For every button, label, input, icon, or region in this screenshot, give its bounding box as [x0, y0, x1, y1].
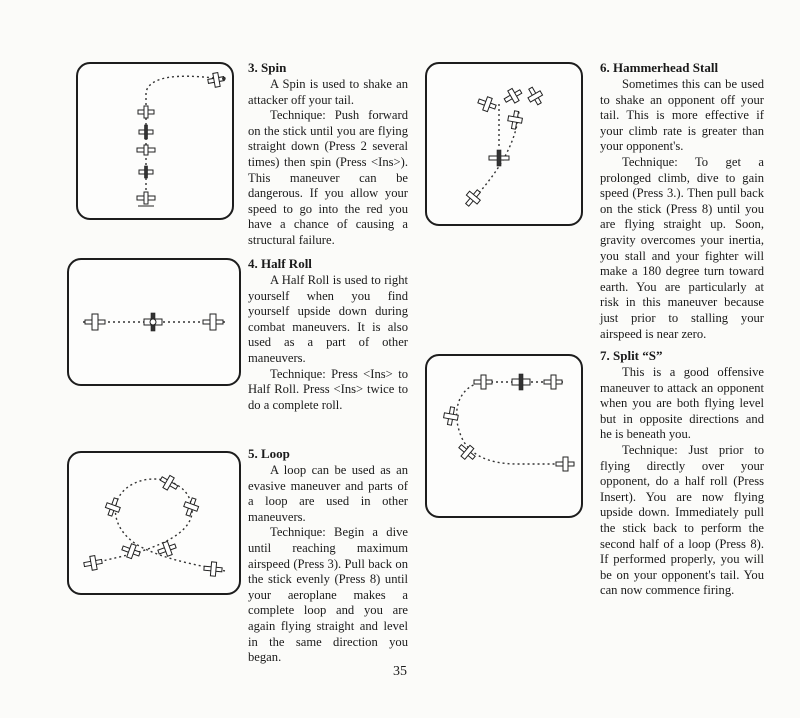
spin-diagram — [76, 62, 234, 220]
loop-section — [248, 446, 408, 666]
spin-paragraph-2: Technique: Push forward on the stick until you are flying straight down (Press 2 several times) then spin (Press <Ins>). This maneuver can be dangerous. If you allow your speed to go into the red you have a chance of causing a structural failure. — [248, 108, 408, 247]
hammerhead-title: 6. Hammerhead Stall — [600, 60, 719, 75]
split-s-diagram — [425, 354, 583, 518]
spin-paragraph-1: A Spin is used to shake an attacker off your tail. — [248, 77, 408, 107]
half-roll-paragraph-2: Technique: Press <Ins> to Half Roll. Press <Ins> twice to do a complete roll. — [248, 366, 408, 412]
hammerhead-section — [600, 60, 764, 342]
split-s-section — [600, 348, 764, 599]
spin-section — [248, 60, 408, 249]
split-s-paragraph-1: This is a good offensive maneuver to attack an opponent when you are both flying level but in opposite directions and he is beneath you. — [600, 365, 764, 442]
page-number: 35 — [393, 664, 407, 679]
split-s-paragraph-2: Technique: Just prior to flying directly over your opponent, do a half roll (Press Insert). You are now flying upside down. Immediately pull the stick back to perform the second half of a loop (Press 8). If performed properly, you will be on your opponent's tail. You can now commence firing. — [600, 442, 764, 598]
loop-paragraph-2: Technique: Begin a dive until reaching maximum airspeed (Press 3). Pull back on the stick evenly (Press 8) until your aeroplane makes a complete loop and you are again flying straight and level in the same direction you began. — [248, 525, 408, 665]
half-roll-diagram — [67, 258, 241, 386]
hammerhead-diagram — [425, 62, 583, 226]
half-roll-title: 4. Half Roll — [248, 256, 312, 271]
hammerhead-paragraph-2: Technique: To get a prolonged climb, dive to gain speed (Press 3.). Then pull back on the stick (Press 8) until you are flying straight up. Soon, gravity overcomes your inertia, you stall and your fighter will make a 180 degree turn toward earth. You are particularly at risk in this maneuver because just prior to stalling your airspeed is near zero. — [600, 154, 764, 341]
split-s-title: 7. Split “S” — [600, 348, 663, 363]
loop-title: 5. Loop — [248, 446, 290, 461]
loop-diagram — [67, 451, 241, 595]
spin-title: 3. Spin — [248, 60, 287, 75]
half-roll-paragraph-1: A Half Roll is used to right yourself when you find yourself upside down during combat maneuvers. It is also used as a part of other maneuvers. — [248, 273, 408, 365]
half-roll-section — [248, 256, 408, 413]
loop-paragraph-1: A loop can be used as an evasive maneuver and parts of a loop are used in other maneuvers. — [248, 463, 408, 524]
hammerhead-paragraph-1: Sometimes this can be used to shake an opponent off your tail. This is more effective if your climb rate is greater than your opponent's. — [600, 77, 764, 154]
